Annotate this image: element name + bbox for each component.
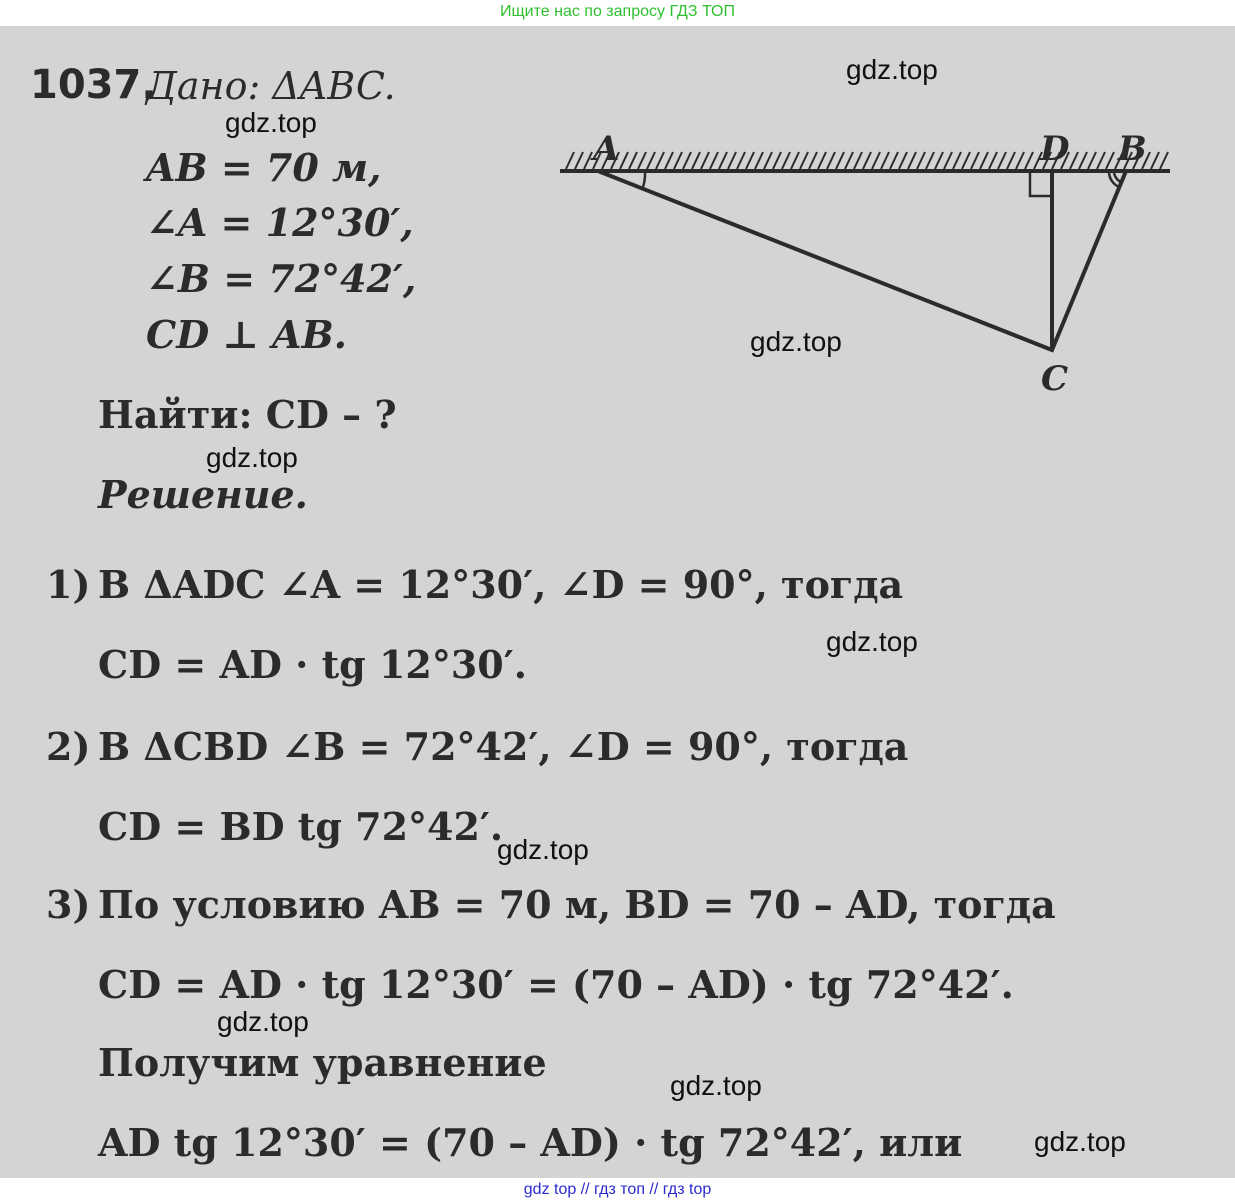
hatch-mark (872, 152, 880, 169)
watermark: gdz.top (826, 626, 918, 657)
hatch-mark (908, 152, 916, 169)
watermark: gdz.top (846, 54, 938, 85)
hatch-mark (566, 152, 574, 169)
watermark: gdz.top (1034, 1126, 1126, 1157)
label-d: D (1040, 129, 1070, 169)
watermark: gdz.top (750, 326, 842, 357)
hatch-mark (836, 152, 844, 169)
hatch-mark (1079, 152, 1087, 169)
hatch-mark (737, 152, 745, 169)
right-angle-mark (1030, 171, 1052, 196)
hatch-mark (1106, 152, 1114, 169)
hatch-mark (800, 152, 808, 169)
hatch-mark (620, 152, 628, 169)
bottom-banner: gdz top // гдз топ // гдз top (0, 1178, 1235, 1204)
hatch-mark (791, 152, 799, 169)
hatch-mark (647, 152, 655, 169)
label-a: A (593, 129, 620, 169)
top-banner: Ищите нас по запросу ГДЗ ТОП (0, 0, 1235, 26)
hatch-mark (845, 152, 853, 169)
hatch-mark (998, 152, 1006, 169)
equation-intro: Получим уравнение (98, 1040, 547, 1085)
hatch-mark (719, 152, 727, 169)
hatch-mark (962, 152, 970, 169)
hatch-mark (656, 152, 664, 169)
hatch-mark (827, 152, 835, 169)
hatch-mark (890, 152, 898, 169)
step-2-number: 2) (46, 724, 91, 769)
hatch-mark (854, 152, 862, 169)
hatch-mark (980, 152, 988, 169)
hatch-mark (629, 152, 637, 169)
given-ab: AB = 70 м, (146, 145, 382, 190)
equation-line: AD tg 12°30′ = (70 – AD) · tg 72°42′, или (98, 1120, 963, 1165)
hatch-mark (683, 152, 691, 169)
given-angle-b: ∠B = 72°42′, (146, 256, 417, 301)
hatch-mark (818, 152, 826, 169)
watermark: gdz.top (497, 834, 589, 865)
hatch-mark (575, 152, 583, 169)
hatch-mark (638, 152, 646, 169)
watermark: gdz.top (225, 107, 317, 138)
hatch-mark (1088, 152, 1096, 169)
hatch-mark (1016, 152, 1024, 169)
hatch-mark (935, 152, 943, 169)
hatch-mark (1070, 152, 1078, 169)
step-1-line-1: В ΔADC ∠A = 12°30′, ∠D = 90°, тогда (98, 562, 904, 607)
hatch-mark (710, 152, 718, 169)
hatch-mark (701, 152, 709, 169)
triangle-abc (598, 171, 1126, 350)
hatch-mark (1025, 152, 1033, 169)
hatch-mark (584, 152, 592, 169)
hatch-mark (1160, 152, 1168, 169)
hatch-mark (674, 152, 682, 169)
label-b: B (1118, 129, 1147, 169)
hatch-mark (746, 152, 754, 169)
hatch-mark (944, 152, 952, 169)
hatch-mark (728, 152, 736, 169)
hatch-mark (773, 152, 781, 169)
hatch-mark (989, 152, 997, 169)
hatch-mark (782, 152, 790, 169)
step-2-line-2: CD = BD tg 72°42′. (98, 804, 504, 849)
angle-a-arc (642, 171, 645, 190)
step-3-line-2: CD = AD · tg 12°30′ = (70 – AD) · tg 72°42′. (98, 962, 1014, 1007)
step-3-line-1: По условию AB = 70 м, BD = 70 – AD, тогда (98, 882, 1056, 927)
given-heading: Дано: ΔABC. (146, 64, 396, 108)
watermark: gdz.top (217, 1006, 309, 1037)
hatch-mark (692, 152, 700, 169)
solution-heading: Решение. (98, 472, 308, 517)
hatch-mark (665, 152, 673, 169)
hatch-mark (809, 152, 817, 169)
step-2-line-1: В ΔCBD ∠B = 72°42′, ∠D = 90°, тогда (98, 724, 909, 769)
find-line: Найти: CD – ? (98, 392, 397, 437)
given-perpendicular: CD ⊥ AB. (146, 312, 347, 357)
hatch-mark (899, 152, 907, 169)
step-1-number: 1) (46, 562, 91, 607)
hatch-mark (863, 152, 871, 169)
problem-number: 1037. (30, 62, 157, 108)
label-c: C (1041, 359, 1069, 399)
hatch-mark (953, 152, 961, 169)
hatch-mark (926, 152, 934, 169)
step-3-number: 3) (46, 882, 91, 927)
hatch-mark (1007, 152, 1015, 169)
hatch-mark (755, 152, 763, 169)
watermark: gdz.top (670, 1070, 762, 1101)
hatch-mark (917, 152, 925, 169)
step-1-line-2: CD = AD · tg 12°30′. (98, 642, 527, 687)
hatch-mark (1151, 152, 1159, 169)
watermark: gdz.top (206, 442, 298, 473)
hatch-mark (764, 152, 772, 169)
hatch-mark (1097, 152, 1105, 169)
hatch-mark (971, 152, 979, 169)
hatch-mark (881, 152, 889, 169)
given-angle-a: ∠A = 12°30′, (146, 200, 414, 245)
